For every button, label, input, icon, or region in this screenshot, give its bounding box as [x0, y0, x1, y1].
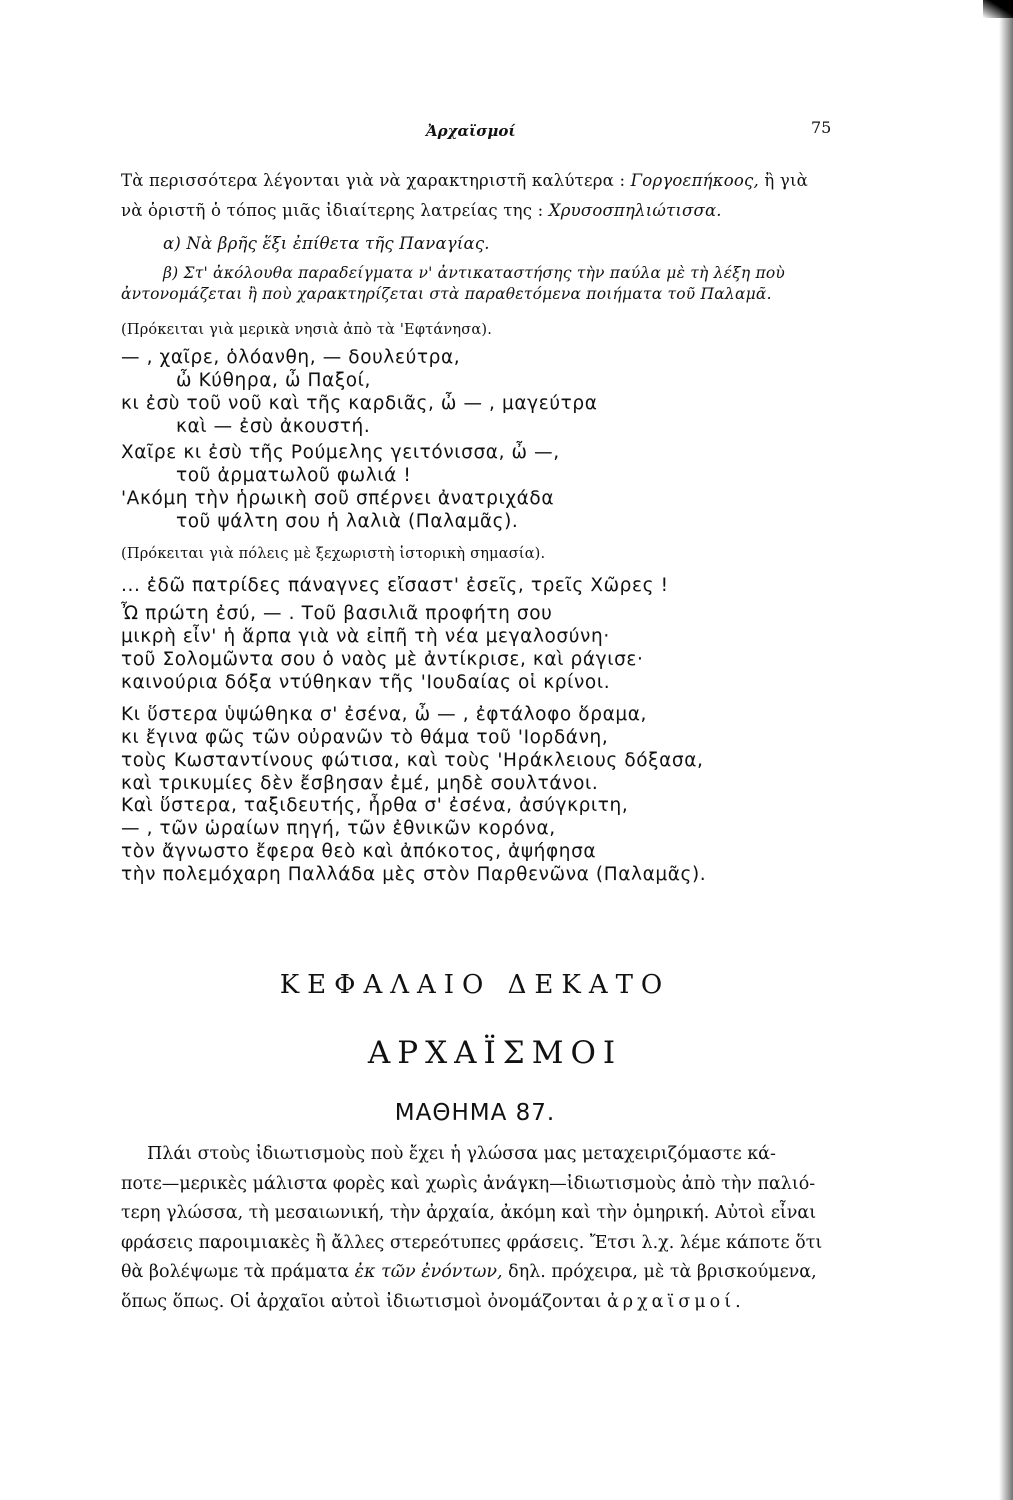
body-line-4: φράσεις παροιμιακὲς ἢ ἄλλες στερεότυπες φράσεις. Ἔτσι λ.χ. λέμε κάποτε ὅτι: [121, 1232, 823, 1253]
verse-5-line-4: καὶ τρικυμίες δὲν ἔσβησαν ἐμέ, μηδὲ σουλτάνοι.: [121, 773, 599, 794]
verse-5-line-2: κι ἔγινα φῶς τῶν οὐρανῶν τὸ θάμα τοῦ 'Ιορδάνη,: [121, 727, 609, 748]
verse-4-line-1: Ὦ πρώτη ἐσύ, — . Τοῦ βασιλιᾶ προφήτη σου: [121, 603, 553, 624]
intro-line-2: νὰ ὁριστῆ ὁ τόπος μιᾶς ἰδιαίτερης λατρείας της : Χρυσοσπηλιώτισσα.: [121, 201, 722, 220]
verse-6-line-3: τὸν ἄγνωστο ἔφερα θεὸ καὶ ἀπόκοτος, ἀψήφησα: [121, 841, 597, 862]
verse-2-line-3: 'Ακόμη τὴν ἡρωικὴ σοῦ σπέρνει ἀνατριχάδα: [121, 488, 555, 509]
verse-4-line-3: τοῦ Σολομῶντα σου ὁ ναὸς μὲ ἀντίκρισε, καὶ ράγισε·: [121, 649, 644, 670]
verse-1-line-4: καὶ — ἐσὺ ἀκουστή.: [176, 416, 371, 437]
verse-4-line-2: μικρὴ εἶν' ἡ ἅρπα γιὰ νὰ εἰπῆ τὴ νέα μεγαλοσύνη·: [121, 626, 610, 647]
lesson-heading: ΜΑΘΗΜΑ 87.: [394, 1100, 556, 1126]
verse-4-line-4: καινούρια δόξα ντύθηκαν τῆς 'Ιουδαίας οἱ κρίνοι.: [121, 672, 611, 693]
verse-5-line-1: Κι ὕστερα ὑψώθηκα σ' ἐσένα, ὦ — , ἐφτάλοφο ὅραμα,: [121, 704, 648, 725]
body-line-6: ὅπως ὅπως. Οἱ ἀρχαῖοι αὐτοὶ ἰδιωτισμοὶ ὀνομάζονται ἀρχαϊσμοί.: [121, 1291, 745, 1312]
verse-1-line-3: κι ἐσὺ τοῦ νοῦ καὶ τῆς καρδιᾶς, ὦ — , μαγεύτρα: [121, 393, 598, 414]
italic-phrase: ἐκ τῶν ἐνόντων,: [354, 1262, 503, 1282]
exercise-b-line-2: ἀντονομάζεται ἢ ποὺ χαρακτηρίζεται στὰ παραθετόμενα ποιήματα τοῦ Παλαμᾶ.: [121, 285, 772, 303]
verse-3-line-1: ... ἐδῶ πατρίδες πάναγνες εἴσαστ' ἐσεῖς, τρεῖς Χῶρες !: [121, 575, 669, 596]
exercise-b-line-1: β) Στ' ἀκόλουθα παραδείγματα ν' ἀντικαταστήσης τὴν παύλα μὲ τὴ λέξη ποὺ: [163, 264, 786, 282]
spaced-term: ἀρχαϊσμοί.: [606, 1291, 745, 1312]
body-line-2: ποτε—μερικὲς μάλιστα φορὲς καὶ χωρὶς ἀνάγκη—ἰδιωτισμοὺς ἀπὸ τὴν παλιό-: [121, 1173, 816, 1194]
verse-2-line-2: τοῦ ἀρματωλοῦ φωλιά !: [176, 465, 412, 486]
verse-2-line-1: Χαῖρε κι ἐσὺ τῆς Ρούμελης γειτόνισσα, ὦ —,: [121, 442, 560, 463]
verse-5-line-3: τοὺς Κωσταντίνους φώτισα, καὶ τοὺς 'Ηράκλειους δόξασα,: [121, 750, 704, 771]
body-line-1: Πλάι στοὺς ἰδιωτισμοὺς ποὺ ἔχει ἡ γλώσσα μας μεταχειριζόμαστε κά-: [147, 1144, 776, 1164]
body-line-3: τερη γλώσσα, τὴ μεσαιωνική, τὴν ἀρχαία, ἀκόμη καὶ τὴν ὁμηρική. Αὐτοὶ εἶναι: [121, 1203, 817, 1223]
page-number: 75: [811, 118, 832, 137]
verse-1-line-1: — , χαῖρε, ὁλόανθη, — δουλεύτρα,: [121, 347, 461, 368]
page-corner-shadow: [983, 0, 1013, 18]
body-line-5: θὰ βολέψωμε τὰ πράματα ἐκ τῶν ἐνόντων, δηλ. πρόχειρα, μὲ τὰ βρισκούμενα,: [121, 1262, 817, 1282]
running-header: Ἀρχαϊσμοί: [426, 122, 516, 140]
body-paragraph: [121, 1140, 891, 1317]
chapter-heading: ΚΕΦΑΛΑΙΟ ΔΕΚΑΤΟ: [279, 970, 671, 1000]
verse-6-line-4: τὴν πολεμόχαρη Παλλάδα μὲς στὸν Παρθενῶνα (Παλαμᾶς).: [121, 864, 707, 885]
exercise-a: α) Νὰ βρῆς ἕξι ἐπίθετα τῆς Παναγίας.: [163, 234, 490, 253]
chapter-title: ΑΡΧΑΪΣΜΟΙ: [367, 1035, 623, 1071]
verse-2-line-4: τοῦ ψάλτη σου ἡ λαλιὰ (Παλαμᾶς).: [176, 511, 519, 532]
note-cities: (Πρόκειται γιὰ πόλεις μὲ ξεχωριστὴ ἱστορικὴ σημασία).: [121, 546, 546, 562]
page-edge-shadow: [999, 0, 1013, 1500]
verse-6-line-2: — , τῶν ὡραίων πηγή, τῶν ἐθνικῶν κορόνα,: [121, 818, 556, 839]
note-islands: (Πρόκειται γιὰ μερικὰ νησιὰ ἀπὸ τὰ 'Εφτάνησα).: [121, 322, 493, 338]
intro-line-1: Τὰ περισσότερα λέγονται γιὰ νὰ χαρακτηριστῆ καλύτερα : Γοργοεπήκοος, ἢ γιὰ: [121, 171, 808, 190]
example-word-1: Γοργοεπήκοος,: [630, 171, 759, 190]
verse-6-line-1: Καὶ ὕστερα, ταξιδευτής, ἦρθα σ' ἐσένα, ἀσύγκριτη,: [121, 795, 629, 816]
verse-1-line-2: ὦ Κύθηρα, ὦ Παξοί,: [176, 370, 372, 391]
example-word-2: Χρυσοσπηλιώτισσα.: [548, 201, 722, 220]
